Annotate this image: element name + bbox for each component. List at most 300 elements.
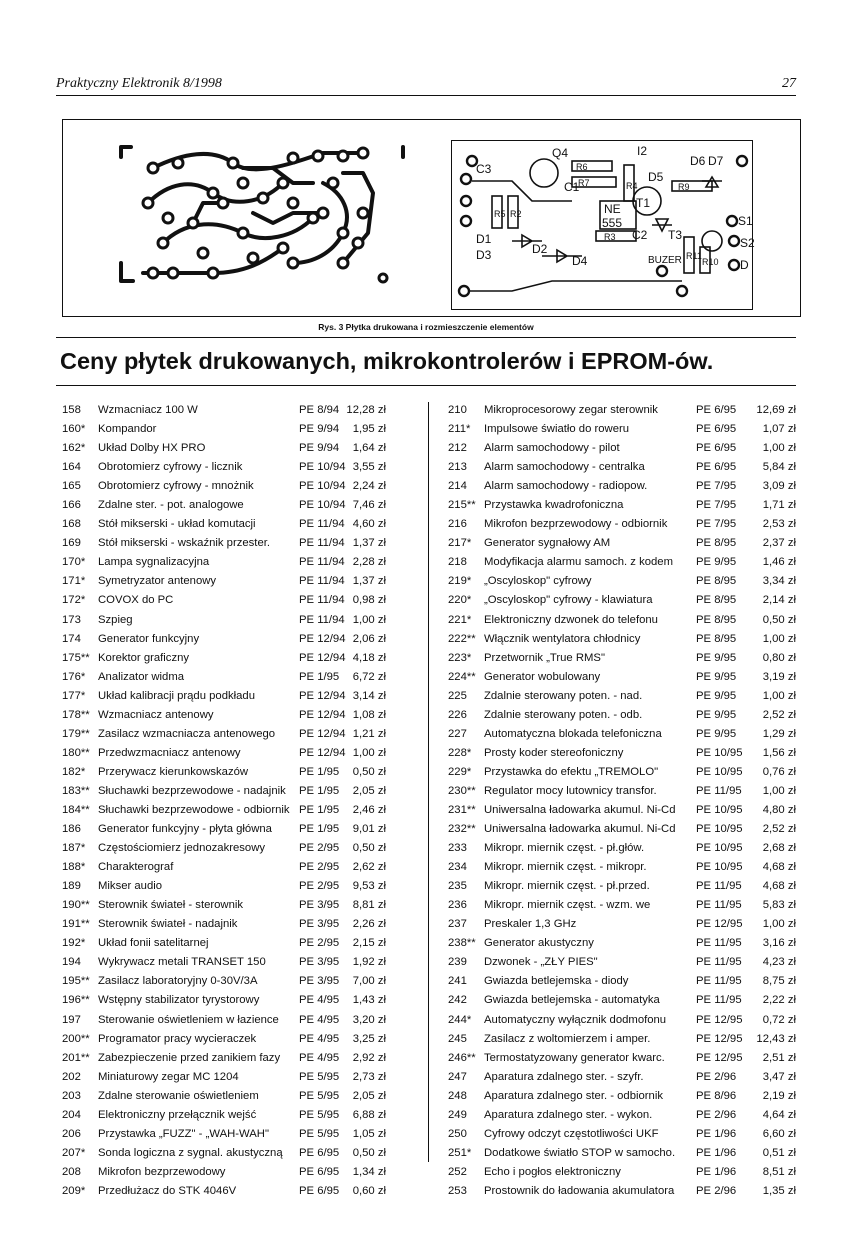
item-price: 4,68 zł [762, 880, 796, 893]
item-name: Elektroniczny dzwonek do telefonu [484, 613, 658, 626]
item-name: Sterownik świateł - sterownik [98, 899, 244, 912]
item-price: 8,81 zł [352, 899, 386, 912]
item-name: Sterowanie oświetleniem w łazience [98, 1013, 279, 1026]
item-issue: PE 12/94 [299, 632, 346, 645]
item-number: 196** [62, 994, 90, 1007]
item-name: Słuchawki bezprzewodowe - odbiornik [98, 803, 290, 816]
item-price: 12,28 zł [346, 404, 386, 416]
item-issue: PE 10/95 [696, 842, 743, 855]
item-issue: PE 11/94 [299, 613, 345, 626]
item-name: Elektroniczny przełącznik wejść [98, 1108, 257, 1121]
item-name: Uniwersalna ładowarka akumul. Ni-Cd [484, 803, 676, 816]
running-header [56, 76, 796, 94]
item-issue: PE 10/95 [696, 765, 743, 778]
item-issue: PE 2/96 [696, 1070, 737, 1083]
price-row [448, 915, 796, 934]
pcb-label: R5 [494, 209, 506, 219]
item-price: 2,37 zł [762, 537, 796, 550]
item-price: 1,05 zł [352, 1127, 386, 1140]
price-row [62, 458, 386, 477]
price-row [448, 420, 796, 439]
item-price: 4,68 zł [762, 861, 796, 874]
price-row [448, 1087, 796, 1106]
item-name: Mikser audio [98, 880, 163, 893]
item-name: Szpieg [98, 613, 133, 626]
item-number: 233 [448, 842, 467, 855]
item-number: 221* [448, 613, 472, 626]
pcb-label: D [740, 258, 749, 272]
item-number: 186 [62, 823, 81, 836]
item-name: Generator wobulowany [484, 670, 601, 683]
item-issue: PE 3/95 [299, 918, 340, 931]
item-price: 2,51 zł [762, 1051, 796, 1064]
item-issue: PE 2/95 [299, 937, 340, 950]
item-issue: PE 11/94 [299, 575, 345, 588]
item-name: Słuchawki bezprzewodowe - nadajnik [98, 784, 286, 797]
column-divider [428, 402, 429, 1162]
item-name: Przerywacz kierunkowskazów [98, 765, 249, 778]
item-number: 206 [62, 1127, 81, 1140]
item-price: 4,80 zł [762, 803, 796, 816]
item-issue: PE 10/94 [299, 480, 346, 493]
item-name: Charakterograf [98, 861, 174, 874]
pcb-label: C1 [564, 180, 580, 194]
item-issue: PE 9/95 [696, 670, 737, 683]
item-price: 1,71 zł [762, 499, 796, 512]
item-price: 3,47 zł [762, 1070, 796, 1083]
item-price: 0,50 zł [762, 613, 796, 626]
pcb-label: S2 [740, 236, 755, 250]
item-number: 216 [448, 518, 467, 531]
item-number: 242 [448, 994, 467, 1007]
item-number: 195** [62, 975, 90, 988]
item-issue: PE 2/95 [299, 842, 340, 855]
item-name: Prosty koder stereofoniczny [484, 746, 624, 759]
item-price: 1,00 zł [762, 442, 796, 455]
item-issue: PE 6/95 [696, 442, 737, 455]
item-price: 2,53 zł [762, 518, 796, 531]
caption-rule [56, 337, 796, 338]
item-number: 180** [62, 746, 90, 759]
item-price: 1,00 zł [762, 918, 796, 931]
item-name: Stół mikserski - układ komutacji [98, 518, 256, 531]
item-number: 176* [62, 670, 86, 683]
price-row [448, 1030, 796, 1049]
item-issue: PE 10/94 [299, 499, 346, 512]
item-number: 228* [448, 746, 472, 759]
item-price: 9,01 zł [352, 823, 386, 836]
pcb-label: R7 [578, 178, 590, 188]
item-price: 2,15 zł [352, 937, 386, 950]
item-number: 197 [62, 1013, 81, 1026]
price-row [448, 934, 796, 953]
price-row [448, 744, 796, 763]
item-name: Częstościomierz jednozakresowy [98, 842, 266, 855]
item-name: Aparatura zdalnego ster. - odbiornik [484, 1089, 663, 1102]
price-row [62, 477, 386, 496]
item-price: 1,37 zł [352, 537, 386, 550]
item-issue: PE 6/95 [299, 1184, 340, 1197]
item-issue: PE 5/95 [299, 1070, 340, 1083]
item-price: 3,19 zł [762, 670, 796, 683]
item-number: 245 [448, 1032, 467, 1045]
item-name: COVOX do PC [98, 594, 174, 607]
item-issue: PE 11/94 [299, 556, 345, 569]
item-price: 12,69 zł [756, 404, 796, 416]
item-price: 0,98 zł [352, 594, 386, 607]
item-issue: PE 8/94 [299, 404, 340, 416]
price-row [62, 706, 386, 725]
item-price: 2,62 zł [352, 861, 386, 874]
item-issue: PE 10/94 [299, 461, 346, 474]
pcb-label: D3 [476, 248, 492, 262]
item-name: Prostownik do ładowania akumulatora [484, 1184, 675, 1197]
pcb-label: T3 [668, 228, 683, 242]
item-price: 1,07 zł [762, 423, 796, 436]
item-number: 235 [448, 880, 467, 893]
item-issue: PE 8/96 [696, 1089, 737, 1102]
item-name: Modyfikacja alarmu samoch. z kodem [484, 556, 673, 569]
item-name: Aparatura zdalnego ster. - szyfr. [484, 1070, 644, 1083]
item-name: Kompandor [98, 423, 157, 436]
item-issue: PE 12/94 [299, 746, 346, 759]
item-number: 191** [62, 918, 90, 931]
item-number: 204 [62, 1108, 81, 1121]
price-row [62, 1011, 386, 1030]
item-name: Generator sygnałowy AM [484, 537, 611, 550]
item-price: 2,24 zł [352, 480, 386, 493]
item-issue: PE 11/94 [299, 594, 345, 607]
price-row [448, 972, 796, 991]
item-name: Zasilacz laboratoryjny 0-30V/3A [98, 975, 258, 988]
pcb-label: R9 [678, 182, 690, 192]
item-issue: PE 1/95 [299, 670, 340, 683]
title-rule [56, 385, 796, 386]
item-issue: PE 11/94 [299, 518, 345, 531]
item-name: Alarm samochodowy - pilot [484, 442, 620, 455]
price-row [62, 1087, 386, 1106]
item-number: 253 [448, 1184, 467, 1197]
item-price: 2,92 zł [352, 1051, 386, 1064]
item-number: 218 [448, 556, 467, 569]
item-price: 12,43 zł [756, 1032, 796, 1045]
pcb-label: Q4 [552, 146, 569, 160]
item-name: Przystawka kwadrofoniczna [484, 499, 624, 512]
item-name: Symetryzator antenowy [98, 575, 217, 588]
item-issue: PE 5/95 [299, 1127, 340, 1140]
item-price: 1,92 zł [352, 956, 386, 969]
item-number: 201** [62, 1051, 90, 1064]
item-issue: PE 7/95 [696, 480, 737, 493]
item-number: 212 [448, 442, 467, 455]
item-number: 249 [448, 1108, 467, 1121]
item-issue: PE 5/95 [299, 1108, 340, 1121]
item-number: 165 [62, 480, 81, 493]
item-issue: PE 11/95 [696, 880, 742, 893]
item-name: Przedłużacz do STK 4046V [98, 1184, 237, 1197]
item-issue: PE 2/96 [696, 1108, 737, 1121]
item-issue: PE 6/95 [696, 404, 737, 416]
item-price: 3,09 zł [762, 480, 796, 493]
item-number: 250 [448, 1127, 467, 1140]
price-row [448, 591, 796, 610]
price-row [448, 953, 796, 972]
item-number: 182* [62, 765, 86, 778]
item-issue: PE 12/94 [299, 651, 346, 664]
item-issue: PE 12/95 [696, 1032, 743, 1045]
figure-caption: Rys. 3 Płytka drukowana i rozmieszczenie elementów [318, 322, 534, 332]
pcb-label: D5 [648, 170, 664, 184]
item-number: 171* [62, 575, 86, 588]
price-row [448, 1106, 796, 1125]
price-row [62, 572, 386, 591]
price-row [448, 1182, 796, 1201]
item-issue: PE 4/95 [299, 1013, 340, 1026]
item-number: 190** [62, 899, 90, 912]
item-number: 215** [448, 499, 476, 512]
price-row [62, 401, 386, 420]
pcb-label: S1 [738, 214, 753, 228]
item-name: Obrotomierz cyfrowy - mnożnik [98, 480, 254, 493]
price-row [448, 401, 796, 420]
item-price: 0,50 zł [352, 842, 386, 855]
item-price: 5,84 zł [762, 461, 796, 474]
item-price: 2,14 zł [762, 594, 796, 607]
item-issue: PE 11/95 [696, 937, 742, 950]
price-row [62, 687, 386, 706]
item-name: Alarm samochodowy - radiopow. [484, 480, 648, 493]
price-row [448, 553, 796, 572]
item-price: 2,46 zł [352, 803, 386, 816]
item-number: 168 [62, 518, 81, 531]
price-row [448, 1144, 796, 1163]
pcb-label: D7 [708, 154, 724, 168]
item-issue: PE 1/95 [299, 784, 340, 797]
item-name: Automatyczna blokada telefoniczna [484, 727, 662, 740]
pcb-label: BUZER [648, 255, 682, 266]
price-row [448, 1163, 796, 1182]
price-row [448, 896, 796, 915]
price-row [62, 439, 386, 458]
item-issue: PE 10/95 [696, 861, 743, 874]
item-name: Programator pracy wycieraczek [98, 1032, 257, 1045]
item-issue: PE 10/95 [696, 746, 743, 759]
item-issue: PE 9/94 [299, 423, 340, 436]
price-row [62, 420, 386, 439]
item-price: 2,28 zł [352, 556, 386, 569]
item-name: Układ fonii satelitarnej [98, 937, 209, 950]
item-name: Wykrywacz metali TRANSET 150 [98, 956, 266, 969]
item-price: 1,00 zł [762, 632, 796, 645]
item-number: 166 [62, 499, 81, 512]
item-price: 4,23 zł [762, 956, 796, 969]
price-row [448, 1011, 796, 1030]
pcb-label: R11 [686, 251, 702, 261]
price-row [62, 1068, 386, 1087]
item-price: 2,05 zł [352, 1089, 386, 1102]
item-issue: PE 11/94 [299, 537, 345, 550]
item-issue: PE 6/95 [696, 461, 737, 474]
price-row [448, 1068, 796, 1087]
price-row [448, 801, 796, 820]
item-name: Przystawka „FUZZ" - „WAH-WAH" [98, 1127, 269, 1140]
item-number: 158 [62, 404, 81, 416]
item-price: 7,46 zł [352, 499, 386, 512]
item-name: Cyfrowy odczyt częstotliwości UKF [484, 1127, 659, 1140]
price-row [62, 877, 386, 896]
item-name: Uniwersalna ładowarka akumul. Ni-Cd [484, 823, 676, 836]
item-price: 8,75 zł [762, 975, 796, 988]
item-number: 224** [448, 670, 476, 683]
item-issue: PE 6/95 [299, 1146, 340, 1159]
item-number: 202 [62, 1070, 81, 1083]
item-issue: PE 4/95 [299, 1051, 340, 1064]
item-number: 225 [448, 689, 467, 702]
pcb-label: C2 [632, 228, 648, 242]
price-row [62, 611, 386, 630]
item-name: Mikroprocesorowy zegar sterownik [484, 404, 658, 416]
item-name: Generator funkcyjny [98, 632, 200, 645]
item-price: 7,00 zł [352, 975, 386, 988]
item-issue: PE 11/95 [696, 956, 742, 969]
item-name: Mikropr. miernik częst. - pł.głów. [484, 842, 645, 855]
pcb-label: R4 [626, 181, 638, 191]
item-name: Dodatkowe światło STOP w samocho. [484, 1146, 676, 1159]
journal-title: Praktyczny Elektronik 8/1998 [56, 76, 222, 91]
item-name: „Oscyloskop" cyfrowy - klawiatura [484, 594, 653, 607]
item-name: Aparatura zdalnego ster. - wykon. [484, 1108, 653, 1121]
item-issue: PE 1/95 [299, 823, 340, 836]
item-issue: PE 12/94 [299, 708, 346, 721]
price-row [62, 839, 386, 858]
item-number: 160* [62, 423, 86, 436]
figure-frame [62, 119, 801, 317]
price-row [62, 1106, 386, 1125]
item-issue: PE 5/95 [299, 1089, 340, 1102]
pcb-label: R3 [604, 232, 616, 242]
item-name: Preskaler 1,3 GHz [484, 918, 577, 931]
item-name: Układ kalibracji prądu podkładu [98, 689, 255, 702]
item-number: 177* [62, 689, 86, 702]
item-issue: PE 10/95 [696, 823, 743, 836]
item-number: 232** [448, 823, 476, 836]
item-number: 217* [448, 537, 472, 550]
price-row [448, 649, 796, 668]
price-row [62, 915, 386, 934]
pcb-label: D1 [476, 232, 492, 246]
item-name: Przetwornik „True RMS" [484, 651, 605, 664]
item-name: Zdalnie sterowany poten. - odb. [484, 708, 643, 721]
item-number: 178** [62, 708, 90, 721]
price-row [448, 839, 796, 858]
price-row [62, 858, 386, 877]
item-number: 223* [448, 651, 472, 664]
item-number: 214 [448, 480, 467, 493]
item-issue: PE 4/95 [299, 1032, 340, 1045]
item-issue: PE 12/95 [696, 1013, 743, 1026]
item-number: 174 [62, 632, 81, 645]
item-number: 175** [62, 651, 90, 664]
item-name: Gwiazda betlejemska - diody [484, 975, 629, 988]
item-name: Obrotomierz cyfrowy - licznik [98, 461, 243, 474]
item-number: 208 [62, 1165, 81, 1178]
item-price: 6,88 zł [352, 1108, 386, 1121]
pcb-label: D6 [690, 154, 706, 168]
item-number: 252 [448, 1165, 467, 1178]
item-name: Wzmacniacz antenowy [98, 708, 214, 721]
item-price: 1,64 zł [352, 442, 386, 455]
item-name: Korektor graficzny [98, 651, 190, 664]
item-issue: PE 6/95 [696, 423, 737, 436]
price-row [448, 611, 796, 630]
item-number: 244* [448, 1013, 472, 1026]
item-number: 194 [62, 956, 81, 969]
price-row [62, 782, 386, 801]
price-row [62, 1182, 386, 1201]
price-row [448, 496, 796, 515]
item-price: 3,14 zł [352, 689, 386, 702]
item-price: 1,00 zł [762, 784, 796, 797]
price-row [448, 725, 796, 744]
item-price: 3,25 zł [352, 1032, 386, 1045]
item-price: 9,53 zł [352, 880, 386, 893]
item-price: 4,64 zł [762, 1108, 796, 1121]
item-name: „Oscyloskop" cyfrowy [484, 575, 592, 588]
item-name: Mikrofon bezprzewodowy [98, 1165, 226, 1178]
item-number: 231** [448, 803, 476, 816]
item-number: 248 [448, 1089, 467, 1102]
item-issue: PE 8/95 [696, 613, 737, 626]
item-issue: PE 9/95 [696, 689, 737, 702]
item-number: 241 [448, 975, 467, 988]
item-number: 219* [448, 575, 472, 588]
item-number: 187* [62, 842, 86, 855]
item-issue: PE 12/95 [696, 918, 743, 931]
item-name: Włącznik wentylatora chłodnicy [484, 632, 641, 645]
item-number: 213 [448, 461, 467, 474]
item-price: 1,46 zł [762, 556, 796, 569]
item-price: 0,50 zł [352, 1146, 386, 1159]
price-row [448, 477, 796, 496]
item-issue: PE 3/95 [299, 975, 340, 988]
price-row [62, 1144, 386, 1163]
item-name: Gwiazda betlejemska - automatyka [484, 994, 660, 1007]
item-issue: PE 1/96 [696, 1127, 737, 1140]
price-row [62, 744, 386, 763]
page-title: Ceny płytek drukowanych, mikrokontrolerów i EPROM-ów. [60, 348, 714, 374]
item-issue: PE 11/95 [696, 899, 742, 912]
item-price: 1,00 zł [762, 689, 796, 702]
item-number: 192* [62, 937, 86, 950]
price-row [62, 953, 386, 972]
item-price: 4,60 zł [352, 518, 386, 531]
item-price: 1,34 zł [352, 1165, 386, 1178]
pcb-layout-drawing [93, 123, 393, 313]
item-price: 1,08 zł [352, 708, 386, 721]
item-number: 170* [62, 556, 86, 569]
item-name: Mikrofon bezprzewodowy - odbiornik [484, 518, 668, 531]
item-price: 1,29 zł [762, 727, 796, 740]
item-number: 230** [448, 784, 476, 797]
item-name: Impulsowe światło do roweru [484, 423, 630, 436]
item-number: 179** [62, 727, 90, 740]
item-name: Mikropr. miernik częst. - mikropr. [484, 861, 647, 874]
item-name: Generator funkcyjny - płyta główna [98, 823, 272, 836]
item-issue: PE 8/95 [696, 537, 737, 550]
item-issue: PE 8/95 [696, 632, 737, 645]
price-row [448, 763, 796, 782]
item-number: 164 [62, 461, 81, 474]
